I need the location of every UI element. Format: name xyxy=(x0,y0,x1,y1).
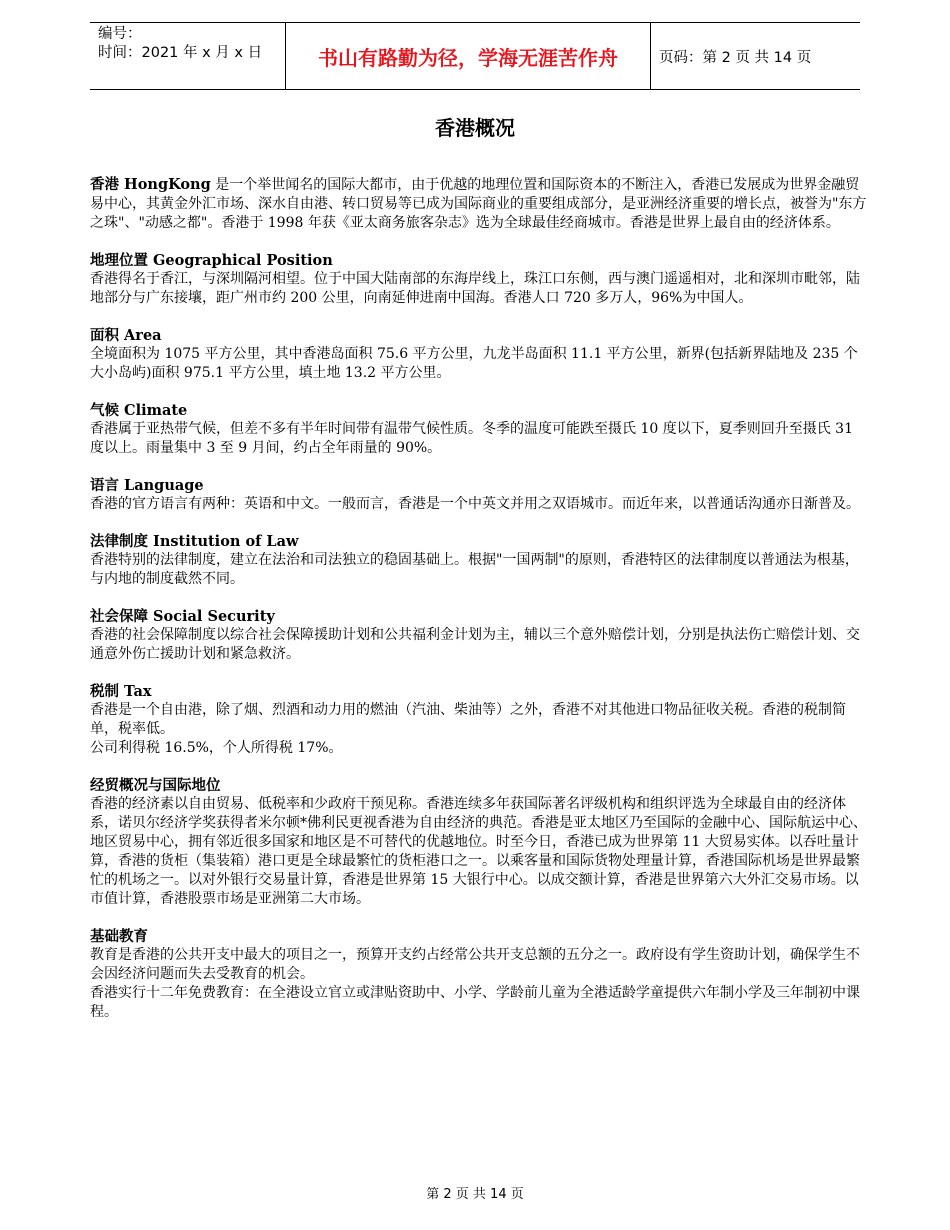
section xyxy=(90,476,870,514)
intro-heading: 香港 HongKong xyxy=(90,176,211,193)
section-paragraph: 香港的经济素以自由贸易、低税率和少政府干预见称。香港连续多年获国际著名评级机构和组织评选为全球最自由的经济体系，诺贝尔经济学奖获得者米尔顿*佛利民更视香港为自由经济的典范。香港是亚太地区乃至国际的金融中心、国际航运中心、地区贸易中心，拥有邻近很多国家和地区是不可替代的优越地位。时至今日，香港已成为世界第 11 大贸易实体。以吞吐量计算，香港的货柜（集装箱）港口更是全球最繁忙的货柜港口之一。以乘客量和国际货物处理量计算，香港国际机场是世界最繁忙的机场之一。以对外银行交易量计算，香港是世界第 15 大银行中心。以成交额计算，香港是世界第六大外汇交易市场。以市值计算，香港股票市场是亚洲第二大市场。 xyxy=(90,796,867,907)
section-paragraph: 教育是香港的公共开支中最大的项目之一，预算开支约占经常公共开支总额的五分之一。政府设有学生资助计划，确保学生不会因经济问题而失去受教育的机会。 xyxy=(90,947,860,982)
section-heading: 法律制度 Institution of Law xyxy=(90,533,299,550)
section xyxy=(90,607,870,664)
section-paragraph: 香港得名于香江，与深圳隔河相望。位于中国大陆南部的东海岸线上，珠江口东侧，西与澳门遥遥相对，北和深圳市毗邻，陆地部分与广东接壤，距广州市约 200 公里，向南延伸进南中国海。香港人口 720 多万人，96%为中国人。 xyxy=(90,271,860,306)
header-page-info: 页码：第 2 页 共 14 页 xyxy=(659,49,812,66)
section-paragraph: 香港是一个自由港，除了烟、烈酒和动力用的燃油（汽油、柴油等）之外，香港不对其他进口物品征收关税。香港的税制简单，税率低。 xyxy=(90,702,846,737)
section xyxy=(90,776,870,909)
section xyxy=(90,326,870,383)
section-heading: 社会保障 Social Security xyxy=(90,608,275,625)
header-table xyxy=(90,22,860,90)
section-paragraph: 香港的社会保障制度以综合社会保障援助计划和公共福利金计划为主，辅以三个意外赔偿计划，分别是执法伤亡赔偿计划、交通意外伤亡援助计划和紧急救济。 xyxy=(90,627,860,662)
section-paragraph: 香港特别的法律制度，建立在法治和司法独立的稳固基础上。根据"一国两制"的原则，香港特区的法律制度以普通法为根基，与内地的制度截然不同。 xyxy=(90,552,859,587)
section xyxy=(90,401,870,458)
section-heading: 税制 Tax xyxy=(90,683,152,700)
section xyxy=(90,251,870,308)
intro-paragraph xyxy=(90,175,870,233)
document-body xyxy=(90,175,870,1040)
section-paragraph: 香港属于亚热带气候，但差不多有半年时间带有温带气候性质。冬季的温度可能跌至摄氏 10 度以下，夏季则回升至摄氏 31 度以上。雨量集中 3 至 9 月间，约占全年雨量的 90%。 xyxy=(90,421,853,456)
section-heading: 经贸概况与国际地位 xyxy=(90,777,221,794)
page-footer: 第 2 页 共 14 页 xyxy=(426,1187,524,1202)
section-paragraph: 香港的官方语言有两种：英语和中文。一般而言，香港是一个中英文并用之双语城市。而近年来，以普通话沟通亦日渐普及。 xyxy=(90,496,860,512)
section-paragraph: 香港实行十二年免费教育：在全港设立官立或津贴资助中、小学、学龄前儿童为全港适龄学童提供六年制小学及三年制初中课程。 xyxy=(90,985,860,1020)
section-paragraph: 全境面积为 1075 平方公里，其中香港岛面积 75.6 平方公里，九龙半岛面积 11.1 平方公里，新界(包括新界陆地及 235 个大小岛屿)面积 975.1 平方公里，填土地 13.2 平方公里。 xyxy=(90,346,858,381)
section xyxy=(90,532,870,589)
section xyxy=(90,682,870,758)
page-title: 香港概况 xyxy=(435,116,515,140)
sections-container xyxy=(90,251,870,1022)
section-heading: 基础教育 xyxy=(90,928,148,945)
intro-section xyxy=(90,175,870,233)
section-heading: 面积 Area xyxy=(90,327,162,344)
section-heading: 地理位置 Geographical Position xyxy=(90,252,333,269)
header-motto: 书山有路勤为径，学海无涯苦作舟 xyxy=(286,23,651,89)
section-heading: 气候 Climate xyxy=(90,402,188,419)
section xyxy=(90,927,870,1022)
section-paragraph: 公司利得税 16.5%，个人所得税 17%。 xyxy=(90,740,343,756)
number-label: 编号： xyxy=(98,26,142,42)
intro-text: 是一个举世闻名的国际大都市，由于优越的地理位置和国际资本的不断注入，香港已发展成为世界金融贸易中心，其黄金外汇市场、深水自由港、转口贸易等已成为国际商业的重要组成部分，是亚洲经济重要的增长点，被誉为"东方之珠"、"动感之都"。香港于 1998 年获《亚太商务旅客杂志》选为全球最佳经商城市。香港是世界上最自由的经济体系。 xyxy=(90,177,867,231)
header-meta xyxy=(90,23,286,89)
time-label: 时间：2021 年 x 月 x 日 xyxy=(98,45,263,61)
section-heading: 语言 Language xyxy=(90,477,204,494)
